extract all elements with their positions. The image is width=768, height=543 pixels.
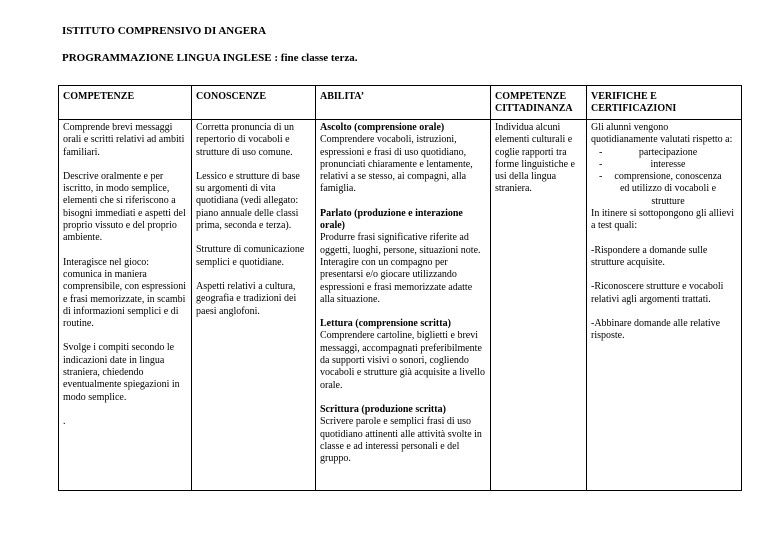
competenza-3: Interagisce nel gioco: comunica in maniera comprensibile, con espressioni e frasi memorizzate, in scambi di informazioni semplici e di routine. xyxy=(63,256,187,330)
conoscenze-cell xyxy=(192,120,316,491)
verifiche-list xyxy=(591,147,737,208)
abilita-ascolto xyxy=(320,122,486,196)
conoscenza-3: Strutture di comunicazione semplici e quotidiane. xyxy=(196,244,305,268)
abilita-text: Comprendere cartoline, biglietti e brevi messaggi, accompagnati preferibilmente da supporti visivi o sonori, cogliendo vocaboli e strutture già acquisite a livello orale. xyxy=(320,330,485,391)
verifiche-cell xyxy=(587,120,742,491)
conoscenza-4: Aspetti relativi a cultura, geografia e tradizioni dei paesi anglofoni. xyxy=(196,280,297,317)
abilita-text: Produrre frasi significative riferite ad oggetti, luoghi, persone, situazioni note. Interagire con un compagno per presentarsi e/o giocare utilizzando espressioni e frasi memorizzate adatte alla situazione. xyxy=(320,232,481,305)
cittadinanza-cell xyxy=(491,120,587,491)
competenza-2: Descrive oralmente e per iscritto, in modo semplice, elementi che si riferiscono a bisogni immediati e aspetti del proprio vissuto e del proprio ambiente. xyxy=(63,170,186,244)
verifiche-test-1: -Rispondere a domande sulle strutture acquisite. xyxy=(591,244,708,268)
table-row xyxy=(59,120,742,491)
abilita-parlato xyxy=(320,208,486,306)
abilita-text: Scrivere parole e semplici frasi di uso quotidiano attinenti alle attività svolte in classe e ad interessi personali e del gruppo. xyxy=(320,416,482,465)
verifiche-test-2: -Riconoscere strutture e vocaboli relativi agli argomenti trattati. xyxy=(591,281,724,305)
list-item: - comprensione, conoscenza ed utilizzo di vocaboli e strutture xyxy=(613,171,737,208)
abilita-cell xyxy=(316,120,491,491)
header-competenze: COMPETENZE xyxy=(59,86,192,120)
competenza-5: . xyxy=(63,415,66,427)
conoscenza-1: Corretta pronuncia di un repertorio di vocaboli e strutture di uso comune. xyxy=(196,122,295,158)
abilita-title: Lettura (comprensione scritta) xyxy=(320,318,451,330)
program-table xyxy=(58,85,742,491)
abilita-title: Parlato (produzione e interazione orale) xyxy=(320,207,463,232)
competenza-1: Comprende brevi messaggi orali e scritti relativi ad ambiti familiari. xyxy=(63,122,185,158)
program-title: PROGRAMMAZIONE LINGUA INGLESE : fine classe terza. xyxy=(62,52,358,64)
verifiche-intro: Gli alunni vengono quotidianamente valutati rispetto a: xyxy=(591,122,733,146)
table-header-row xyxy=(59,86,742,120)
abilita-lettura xyxy=(320,318,486,392)
abilita-scrittura xyxy=(320,404,486,465)
abilita-text: Comprendere vocaboli, istruzioni, espressioni e frasi di uso quotidiano, pronunciati chiaramente e lentamente, relativi a se stesso, ai compagni, alla famiglia. xyxy=(320,134,473,195)
school-title: ISTITUTO COMPRENSIVO DI ANGERA xyxy=(62,25,267,37)
abilita-title: Scrittura (produzione scritta) xyxy=(320,403,446,415)
verifiche-itinere: In itinere si sottopongono gli allievi a test quali: xyxy=(591,208,735,232)
header-conoscenze: CONOSCENZE xyxy=(192,86,316,120)
header-cittadinanza: COMPETENZE CITTADINANZA xyxy=(491,86,587,120)
cittadinanza-text: Individua alcuni elementi culturali e coglie rapporti tra forme linguistiche e usi della lingua straniera. xyxy=(495,122,575,195)
conoscenza-2: Lessico e strutture di base su argomenti di vita quotidiana (vedi allegato: piano annuale delle classi prima, seconda e terza). xyxy=(196,170,300,232)
list-item: - partecipazione xyxy=(613,147,737,159)
competenza-4: Svolge i compiti secondo le indicazioni date in lingua straniera, chiedendo eventualmente spiegazioni in modo semplice. xyxy=(63,342,180,403)
verifiche-test-3: -Abbinare domande alle relative risposte. xyxy=(591,317,721,342)
header-verifiche: VERIFICHE E CERTIFICAZIONI xyxy=(587,86,742,120)
abilita-title: Ascolto (comprensione orale) xyxy=(320,122,445,133)
competenze-cell xyxy=(59,120,192,491)
list-item: - interesse xyxy=(613,159,737,171)
header-abilita: ABILITA’ xyxy=(316,86,491,120)
